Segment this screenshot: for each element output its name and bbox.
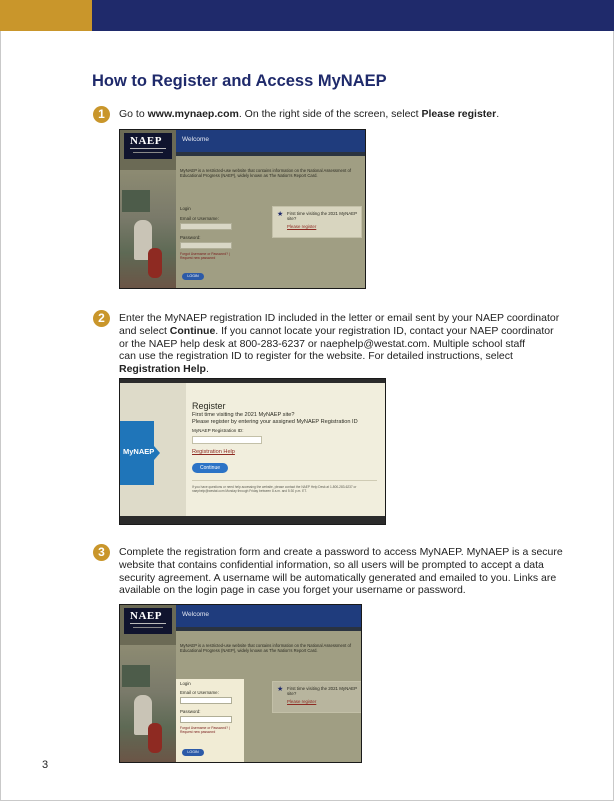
login-panel-highlight (176, 679, 244, 762)
classroom-photo (120, 170, 176, 288)
please-register-link[interactable]: Please register (287, 699, 317, 704)
intro-text: MyNAEP is a restricted-use website that contains information on the National Assessment of Educational Progress (NAEP), widely known as The Nation's Report Card. (180, 643, 351, 654)
username-field[interactable] (180, 223, 232, 230)
registration-id-field[interactable] (192, 436, 262, 444)
mynaep-url: www.mynaep.com (147, 108, 239, 120)
naep-logo: NAEP (124, 608, 172, 634)
welcome-header: Welcome (176, 130, 365, 152)
please-register-label: Please register (421, 108, 497, 120)
password-label: Password: (180, 235, 201, 240)
login-heading: Login (180, 206, 191, 211)
register-instructions: Please register by entering your assigned MyNAEP Registration ID (192, 419, 358, 425)
arrow-right-icon (154, 446, 160, 460)
forgot-link[interactable]: Forgot Username or Password? | Request new password (180, 726, 230, 734)
registration-id-label: MyNAEP Registration ID: (192, 428, 244, 433)
mynaep-tab: MyNAEP (120, 421, 154, 485)
page-number: 3 (42, 759, 49, 771)
password-label: Password: (180, 709, 201, 714)
step-1-number: 1 (93, 106, 110, 123)
continue-button[interactable]: Continue (192, 463, 228, 473)
login-button[interactable]: LOGIN (182, 749, 204, 756)
classroom-photo (120, 645, 176, 762)
username-field[interactable] (180, 697, 232, 704)
step-2-text: Enter the MyNAEP registration ID included in the letter or email sent by your NAEP coordinator and select Continue. If you cannot locate your registration ID, contact your NAEP coordinator or the NAEP help desk at 800-283-6237 or naephelp@westat.com. Multiple school staff can use the registration ID to register for the website. For detailed instructions, select Registration Help. (119, 312, 560, 376)
star-icon: ★ (277, 211, 284, 218)
forgot-link[interactable]: Forgot Username or Password? | Request new password (180, 252, 230, 260)
welcome-main (176, 631, 361, 762)
header-band-gold (0, 0, 92, 31)
welcome-screenshot-2 (119, 604, 362, 763)
login-heading: Login (180, 681, 191, 686)
welcome-main (176, 156, 365, 288)
register-title: Register (192, 401, 226, 411)
naep-logo: NAEP (124, 133, 172, 159)
please-register-link[interactable]: Please register (287, 224, 317, 229)
intro-text: MyNAEP is a restricted-use website that contains information on the National Assessment of Educational Progress (NAEP), widely known as The Nation's Report Card. (180, 168, 351, 179)
step-3-text: Complete the registration form and create a password to access MyNAEP. MyNAEP is a secure website that contains confidential information, so all users will be prompted to accept a data security agreement. A username will be automatically generated and emailed to you. Links are available on the login page in case you forget your username or password. (119, 546, 563, 597)
login-button[interactable]: LOGIN (182, 273, 204, 280)
first-time-box: ★ First time visiting the 2021 MyNAEP site? Please register (272, 206, 362, 238)
first-time-box: ★ First time visiting the 2021 MyNAEP site? Please register (272, 681, 362, 713)
registration-help-link[interactable]: Registration Help (192, 449, 235, 455)
welcome-header: Welcome (176, 605, 361, 627)
star-icon: ★ (277, 686, 284, 693)
register-screenshot (119, 378, 386, 525)
step-3-number: 3 (93, 544, 110, 561)
help-desk-note: If you have questions or need help accessing the website, please contact the NAEP Help Desk at 1-800-283-6237 or naephelp@westat.com Monday through Friday between 8 a.m. and 5:30 p.m. ET. (192, 485, 357, 494)
username-label: Email or Username: (180, 690, 219, 695)
step-1-text: Go to www.mynaep.com. On the right side of the screen, select Please register. (119, 108, 500, 120)
password-field[interactable] (180, 716, 232, 723)
side-panel (120, 130, 176, 288)
password-field[interactable] (180, 242, 232, 249)
welcome-screenshot-1 (119, 129, 366, 289)
step-2-number: 2 (93, 310, 110, 327)
username-label: Email or Username: (180, 216, 219, 221)
header-band-navy (92, 0, 614, 31)
page-title: How to Register and Access MyNAEP (92, 72, 387, 90)
side-panel (120, 605, 176, 762)
register-question: First time visiting the 2021 MyNAEP site? (192, 412, 295, 418)
